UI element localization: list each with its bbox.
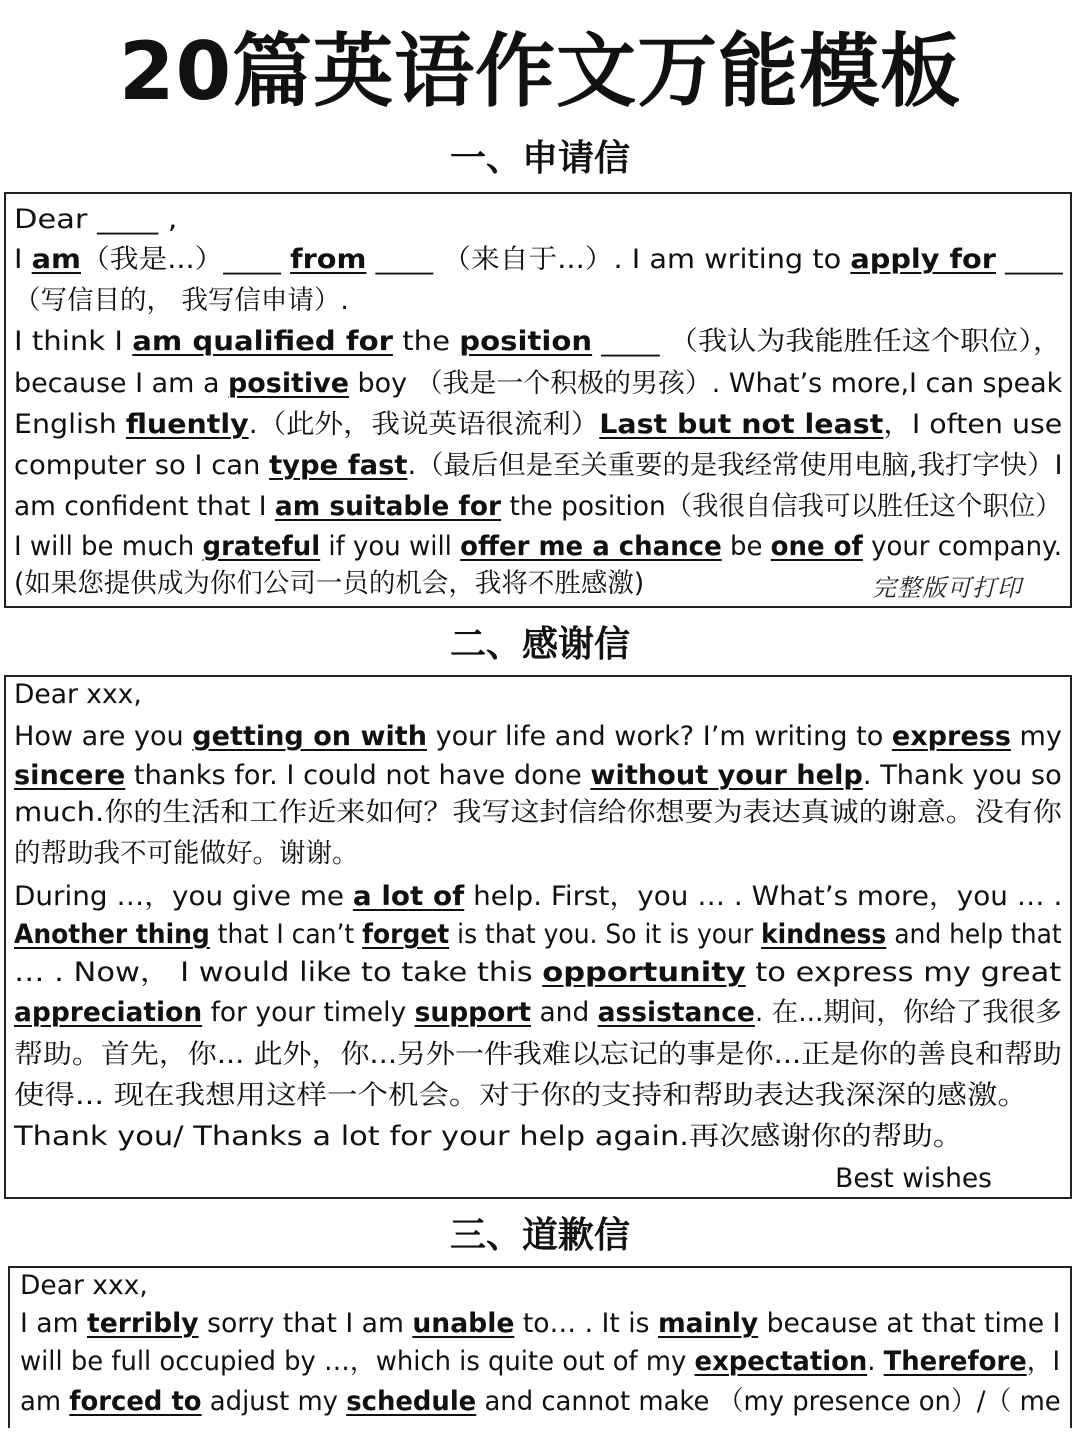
key-phrase: unable xyxy=(412,1308,515,1339)
text-run: Dear ____ , xyxy=(14,204,178,235)
key-phrase: am suitable for xyxy=(274,491,502,522)
letter-line xyxy=(14,448,1063,484)
text-run: … . Now， I would like to take this xyxy=(14,957,543,988)
letter-line xyxy=(20,1306,1060,1342)
text-run: I am xyxy=(20,1308,87,1339)
letter-line xyxy=(14,202,177,238)
key-phrase: am xyxy=(31,244,81,275)
watermark-text: 完整版可打印 xyxy=(872,574,1022,602)
letter-line xyxy=(14,836,359,872)
text-run: ____ xyxy=(995,244,1063,275)
key-phrase: assistance xyxy=(597,997,755,1028)
text-run: . xyxy=(867,1346,884,1377)
text-run: thanks for. I could not have done xyxy=(125,760,591,791)
text-run: .（最后但是至关重要的是我经常使用电脑,我打字快）I xyxy=(407,450,1063,481)
letter-line xyxy=(14,795,1062,831)
key-phrase: offer me a chance xyxy=(460,531,722,562)
key-phrase: forget xyxy=(362,919,450,950)
letter-line xyxy=(14,995,1062,1031)
text-run: because at that time I xyxy=(758,1308,1061,1339)
letter-line xyxy=(14,366,1062,402)
text-run: ，I xyxy=(1026,1346,1061,1377)
key-phrase: one of xyxy=(770,531,863,562)
text-run: my xyxy=(1010,721,1062,752)
text-run: Best wishes xyxy=(835,1163,992,1194)
key-phrase: positive xyxy=(228,368,349,399)
letter-line xyxy=(14,677,142,713)
text-run: (如果您提供成为你们公司一员的机会，我将不胜感激) xyxy=(14,568,645,599)
key-phrase: fluently xyxy=(125,409,249,440)
text-run: I xyxy=(14,244,32,275)
key-phrase: without your help xyxy=(590,760,863,791)
letter-line xyxy=(14,719,1062,755)
letter-line xyxy=(14,917,1062,953)
key-phrase: from xyxy=(290,244,367,275)
letter-line xyxy=(14,955,1061,991)
text-run: During …，you give me xyxy=(14,881,353,912)
key-phrase: Another thing xyxy=(14,919,210,950)
letter-line xyxy=(14,529,1062,565)
text-run: I think I xyxy=(14,326,133,357)
text-run: your life and work? I’m writing to xyxy=(426,721,892,752)
key-phrase: sincere xyxy=(14,760,126,791)
text-run: 使得... 现在我想用这样一个机会。对于你的支持和帮助表达我深深的感激。 xyxy=(14,1080,1028,1111)
text-run: the xyxy=(392,326,460,357)
key-phrase: terribly xyxy=(86,1308,199,1339)
text-run: ____ （我认为我能胜任这个职位）， xyxy=(592,326,1063,357)
text-run: much.你的生活和工作近来如何？我写这封信给你想要为表达真诚的谢意。没有你 xyxy=(14,797,1062,828)
letter-line xyxy=(20,1384,1061,1420)
text-run: to express my great xyxy=(745,957,1062,988)
key-phrase: Last but not least xyxy=(599,409,884,440)
letter-line xyxy=(20,1268,148,1304)
letter-line xyxy=(14,566,644,602)
text-run: and help that xyxy=(886,919,1062,950)
key-phrase: mainly xyxy=(657,1308,759,1339)
letter-line xyxy=(14,758,1062,794)
text-run: be xyxy=(721,531,771,562)
text-run: your company. xyxy=(862,531,1062,562)
letter-line xyxy=(14,407,1062,443)
key-phrase: opportunity xyxy=(542,957,746,988)
letter-line xyxy=(14,283,349,319)
key-phrase: schedule xyxy=(346,1386,477,1417)
letter-line xyxy=(14,1119,963,1155)
text-run: for your timely xyxy=(202,997,415,1028)
text-run: 帮助。首先，你... 此外，你...另外一件我难以忘记的事是你...正是你的善良和帮助 xyxy=(14,1039,1062,1070)
text-run: the position（我很自信我可以胜任这个职位） xyxy=(501,491,1062,522)
apology-letter-box xyxy=(8,1266,1072,1440)
key-phrase: apply for xyxy=(850,244,996,275)
application-letter-box xyxy=(4,192,1072,608)
text-run: to… . It is xyxy=(514,1308,658,1339)
text-run: if you will xyxy=(320,531,461,562)
text-run: boy （我是一个积极的男孩）. What’s more,I can speak xyxy=(348,368,1063,399)
key-phrase: am qualified for xyxy=(132,326,393,357)
thanks-letter-box xyxy=(4,675,1072,1199)
text-run: ____ （来自于...）. I am writing to xyxy=(366,244,851,275)
text-run: （写信目的， 我写信申请）. xyxy=(14,285,349,316)
key-phrase: kindness xyxy=(761,919,887,950)
key-phrase: getting on with xyxy=(192,721,427,752)
text-run: How are you xyxy=(14,721,193,752)
text-run: that I can’t xyxy=(209,919,363,950)
letter-line xyxy=(14,489,1062,525)
key-phrase: forced to xyxy=(69,1386,202,1417)
text-run: Thank you/ Thanks a lot for your help again.再次感谢你的帮助。 xyxy=(14,1121,964,1152)
text-run: Dear xxx, xyxy=(20,1270,148,1301)
letter-line xyxy=(14,242,1063,278)
text-run: is that you. So it is your xyxy=(449,919,762,950)
key-phrase: support xyxy=(414,997,532,1028)
key-phrase: expectation xyxy=(694,1346,868,1377)
letter-line xyxy=(14,879,1062,915)
key-phrase: a lot of xyxy=(352,881,465,912)
text-run: help. First，you … . What’s more，you … . xyxy=(464,881,1063,912)
key-phrase: position xyxy=(459,326,593,357)
section-heading-apology: 三、道歉信 xyxy=(449,1215,630,1256)
section-heading-thanks: 二、感谢信 xyxy=(449,624,630,665)
text-run: sorry that I am xyxy=(198,1308,413,1339)
key-phrase: appreciation xyxy=(14,997,203,1028)
letter-line xyxy=(14,324,1062,360)
letter-line xyxy=(14,1078,1028,1114)
text-run: am xyxy=(20,1386,70,1417)
key-phrase: grateful xyxy=(202,531,321,562)
text-run: 的帮助我不可能做好。谢谢。 xyxy=(14,838,359,869)
section-heading-application: 一、申请信 xyxy=(449,138,630,179)
key-phrase: type fast xyxy=(269,450,408,481)
text-run: ，I often use xyxy=(883,409,1063,440)
text-run: and cannot make （my presence on）/（ me xyxy=(476,1386,1061,1417)
text-run: am confident that I xyxy=(14,491,275,522)
letter-line xyxy=(14,1037,1062,1073)
text-run: Dear xxx, xyxy=(14,679,142,710)
letter-line xyxy=(835,1161,992,1197)
text-run: （我是...）____ xyxy=(80,244,291,275)
text-run: English xyxy=(14,409,126,440)
text-run: computer so I can xyxy=(14,450,270,481)
text-run: . Thank you so xyxy=(862,760,1062,791)
letter-line xyxy=(20,1344,1060,1380)
key-phrase: express xyxy=(891,721,1011,752)
text-run: .（此外，我说英语很流利） xyxy=(248,409,600,440)
text-run: and xyxy=(531,997,598,1028)
page-title: 20篇英语作文万能模板 xyxy=(118,25,962,118)
text-run: because I am a xyxy=(14,368,229,399)
key-phrase: Therefore xyxy=(883,1346,1027,1377)
text-run: will be full occupied by …，which is quite out of my xyxy=(20,1346,695,1377)
text-run: . 在...期间，你给了我很多 xyxy=(754,997,1062,1028)
text-run: I will be much xyxy=(14,531,203,562)
text-run: adjust my xyxy=(201,1386,347,1417)
